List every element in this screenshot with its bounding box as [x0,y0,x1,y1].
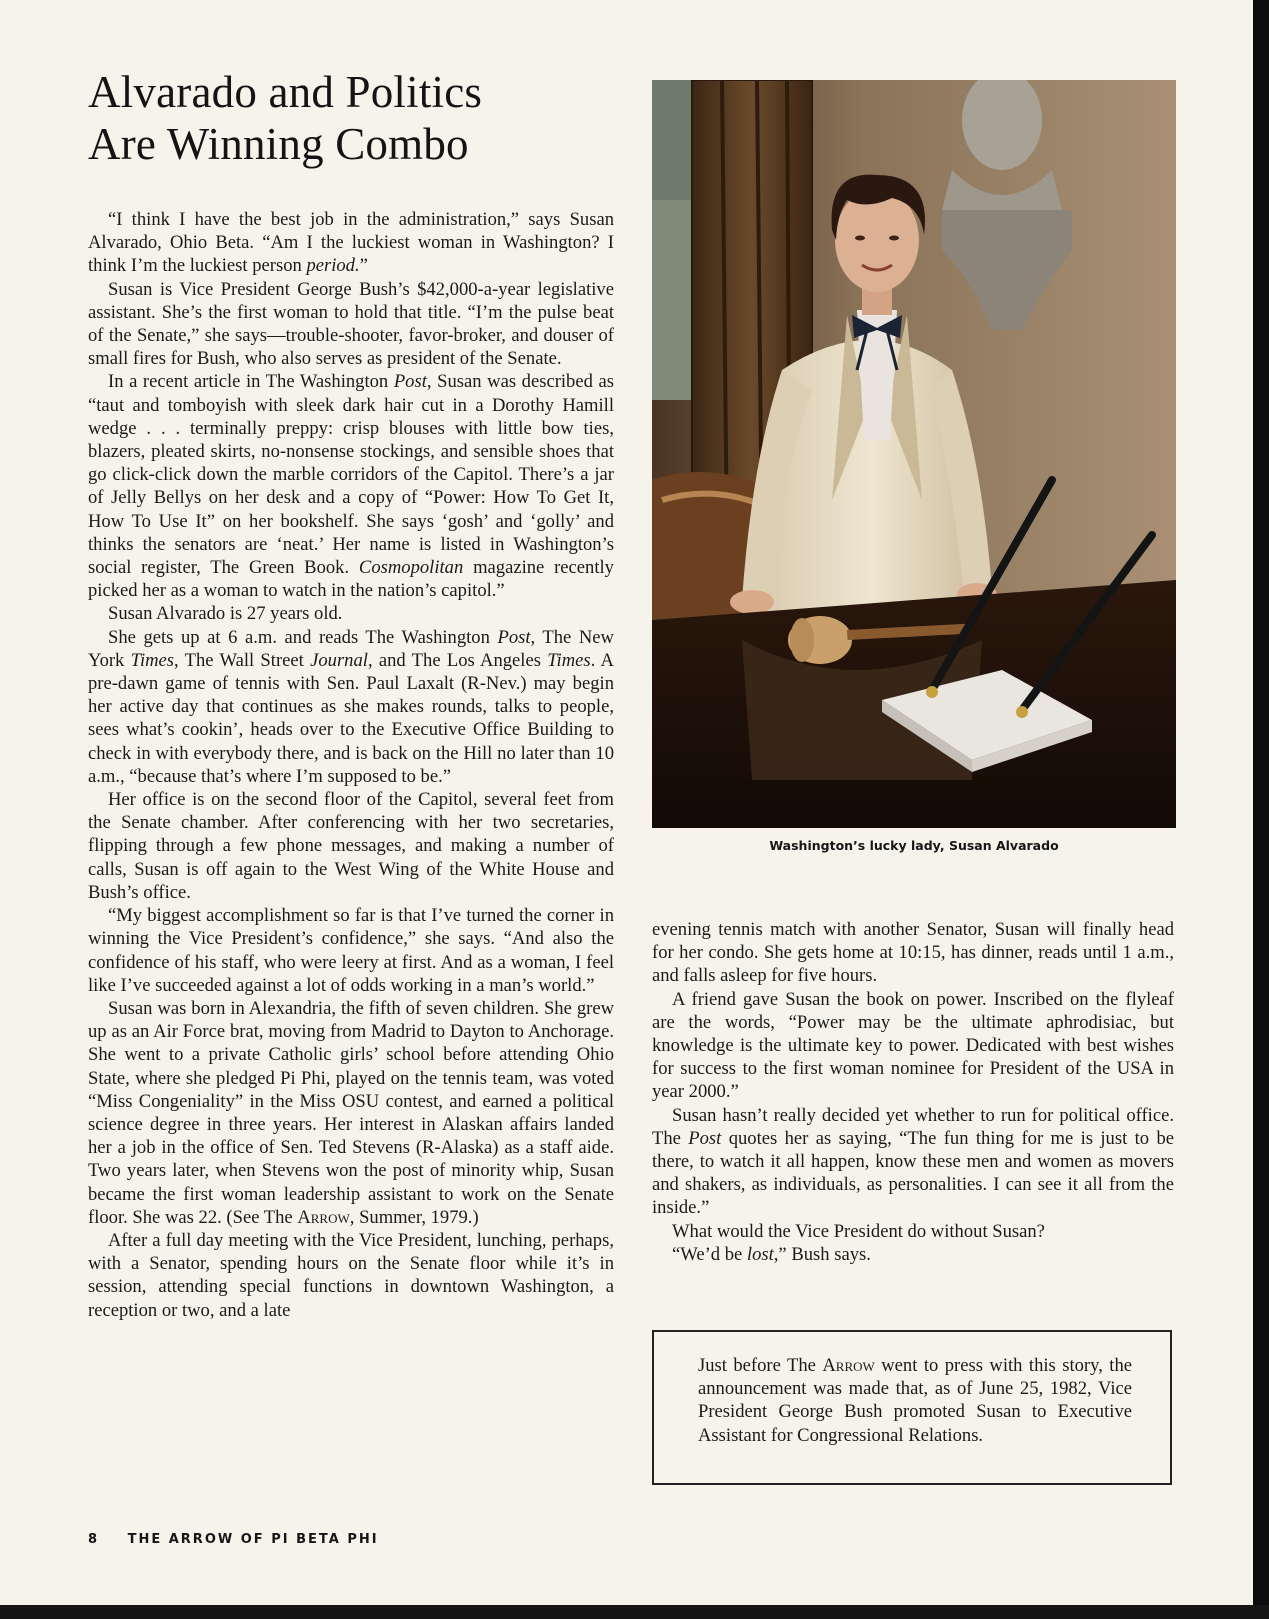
italic-text: Post [393,371,427,393]
text-run: . A pre-dawn game of tennis with Sen. Paul Laxalt (R-Nev.) may begin her active day that continues as she makes rounds, talks to people, sees what’s cookin’, heads over to the Executive Office Building to check in with everybody there, and is back on the Hill no later than 10 a.m., “because that’s where I’m supposed to be.” [88,649,614,787]
text-run: A friend gave Susan the book on power. Inscribed on the flyleaf are the words, “Power may be the ultimate aphrodisiac, but knowledge is the ultimate key to power. Dedicated with best wishes for success to the first woman nominee for President of the USA in year 2000.” [652,988,1174,1103]
paragraph [88,370,614,602]
text-run: She gets up at 6 a.m. and reads The Washington [108,626,498,648]
text-run: , Susan was described as “taut and tomboyish with sleek dark hair cut in a Dorothy Hamill wedge . . . terminally preppy: crisp blouses with little bow ties, blazers, pleated skirts, no-nonsense stockings, and sensible shoes that go click-click down the marble corridors of the Capitol. There’s a jar of Jelly Bellys on her desk and a copy of “Power: How To Get It, How To Use It” on her bookshelf. She says ‘gosh’ and ‘golly’ and thinks the senators are ‘neat.’ Her name is listed in Washington’s social register, The Green Book. [88,371,614,579]
text-run: evening tennis match with another Senator, Susan will finally head for her condo. She gets home at 10:15, has dinner, reads until 1 a.m., and falls asleep for five hours. [652,919,1174,987]
text-run: , The New York [88,626,614,671]
italic-text: lost [746,1243,774,1265]
text-run: , and The Los Angeles [367,649,548,671]
update-sidebar-text [698,1354,1132,1447]
italic-text: Cosmopolitan [358,557,464,579]
photo-caption: Washington’s lucky lady, Susan Alvarado [769,838,1059,853]
text-run: In a recent article in The Washington [108,371,394,393]
paragraph [88,208,614,278]
text-run: magazine recently picked her as a woman to watch in the nation’s capitol.” [88,557,614,602]
text-run: “I think I have the best job in the administration,” says Susan Alvarado, Ohio Beta. “Am I the luckiest woman in Washington? I think I’m the luckiest person [88,209,614,277]
text-run: quotes her as saying, “The fun thing for me is just to be there, to watch it all happen, know these men and women as movers and shakers, as individuals, as personalities. I can see it all from the inside.” [652,1127,1174,1219]
paragraph [88,602,614,625]
left-text-column [88,208,614,1322]
italic-text: Post [497,626,531,648]
paragraph [88,626,614,788]
text-run: , The Wall Street [174,649,311,671]
title-line-1: Alvarado and Politics [88,67,483,117]
paragraph [652,918,1174,988]
text-run: , Summer, 1979.) [349,1206,479,1228]
text-run: “My biggest accomplishment so far is that I’ve turned the corner in winning the Vice President’s confidence,” she says. “And also the confidence of his staff, who were leery at first. And as a woman, I feel like I’ve succeeded against a lot of odds working in a man’s world.” [88,905,614,996]
text-run: Just before The [698,1355,823,1376]
scan-edge-bottom [0,1605,1269,1619]
paragraph [652,1243,1174,1266]
italic-text: period. [306,255,360,277]
scan-edge-right [1253,0,1269,1619]
paragraph [88,997,614,1229]
text-run: ,” Bush says. [773,1243,871,1265]
text-run: Susan was born in Alexandria, the fifth of seven children. She grew up as an Air Force brat, moving from Madrid to Dayton to Anchorage. She went to a private Catholic girls’ school before attending Ohio State, where she pledged Pi Phi, played on the tennis team, was voted “Miss Congeniality” in the Miss OSU contest, and earned a political science degree in three years. Her interest in Alaskan affairs landed her a job in the office of Sen. Ted Stevens (R-Alaska) as a staff aide. Two years later, when Stevens won the post of minority whip, Susan became the first woman leadership assistant to work on the Senate floor. She was 22. (See The [88,997,614,1228]
italic-text: Times [547,649,591,671]
page-footer [88,1532,379,1547]
paragraph [88,1229,614,1322]
update-sidebar-box [652,1330,1172,1485]
photo-susan-alvarado [652,80,1176,828]
text-run: Susan is Vice President George Bush’s $42,000-a-year legislative assistant. She’s the first woman to hold that title. “I’m the pulse beat of the Senate,” she says—trouble-shooter, favor-broker, and douser of small fires for Bush, who also serves as president of the Senate. [88,278,614,370]
text-run: Susan Alvarado is 27 years old. [108,603,343,625]
paragraph [652,1104,1174,1220]
paragraph [652,1220,1174,1243]
paragraph [88,904,614,997]
article-title [88,66,608,170]
text-run: “We’d be [672,1243,747,1265]
right-text-column [652,918,1174,1266]
small-caps-text: Arrow [822,1355,875,1376]
italic-text: Journal [310,649,368,671]
text-run: After a full day meeting with the Vice President, lunching, perhaps, with a Senator, spending hours on the Senate floor while it’s in session, attending special functions in downtown Washington, a reception or two, and a late [88,1229,614,1321]
paragraph [652,988,1174,1104]
paragraph [88,278,614,371]
text-run: Susan hasn’t really decided yet whether to run for political office. The [652,1104,1174,1149]
text-run: What would the Vice President do without Susan? [672,1220,1045,1242]
title-line-2: Are Winning Combo [88,119,469,169]
italic-text: Times [130,649,175,671]
publication-name: THE ARROW OF PI BETA PHI [127,1532,379,1547]
text-run: ” [359,255,368,277]
small-caps-text: Arrow [297,1206,350,1228]
text-run: Her office is on the second floor of the Capitol, several feet from the Senate chamber. After conferencing with her two secretaries, flipping through a few phone messages, and making a number of calls, Susan is off again to the West Wing of the White House and Bush’s office. [88,789,614,903]
paragraph [88,788,614,904]
text-run: went to press with this story, the announcement was made that, as of June 25, 1982, Vice President George Bush promoted Susan to Executive Assistant for Congressional Relations. [698,1355,1133,1446]
italic-text: Post [688,1127,722,1149]
page-number: 8 [88,1532,100,1547]
